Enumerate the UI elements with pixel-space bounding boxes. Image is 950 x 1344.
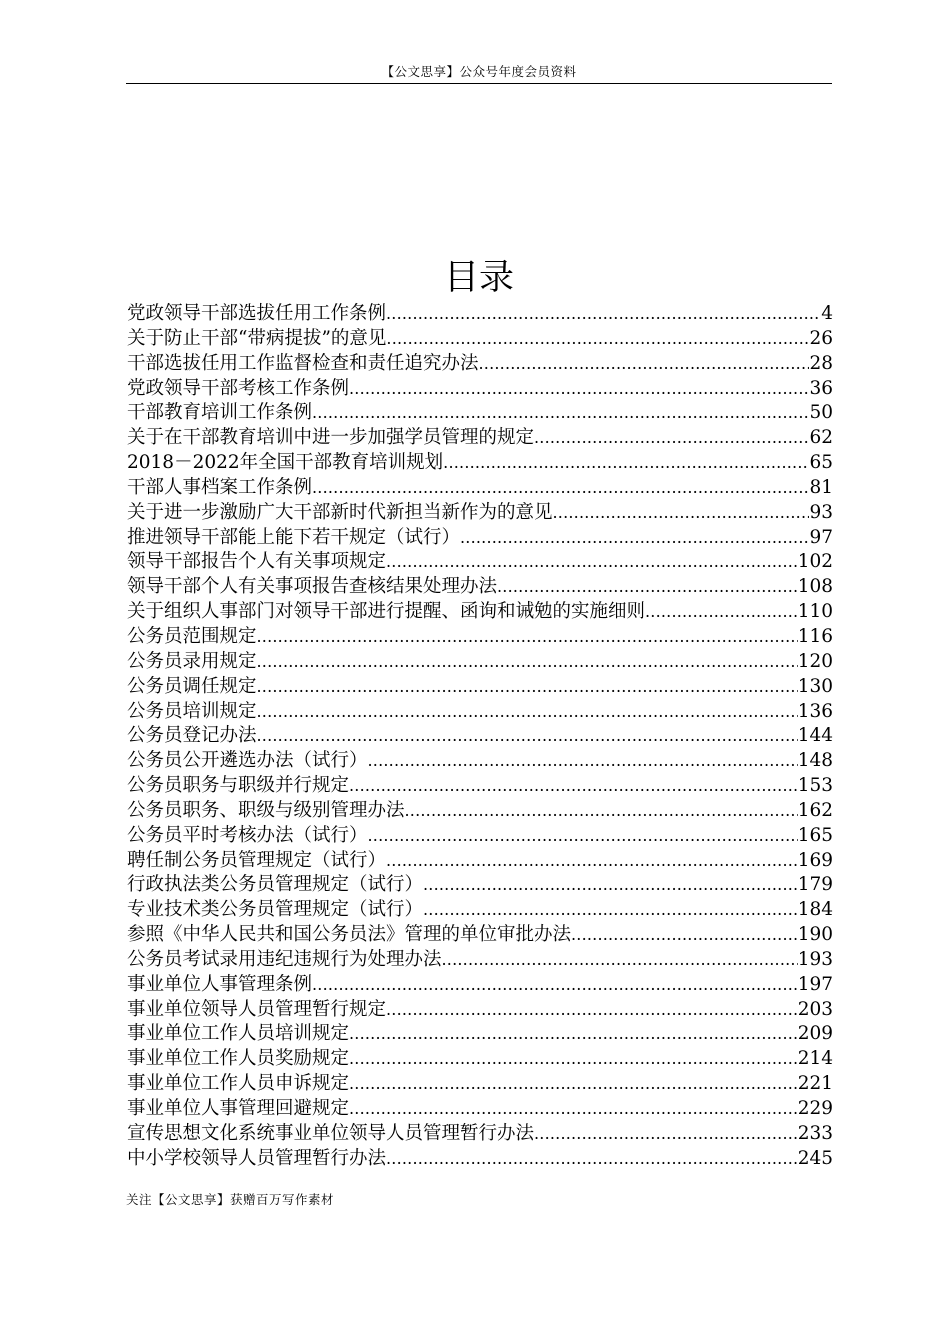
toc-entry-title: 党政领导干部考核工作条例 xyxy=(127,377,350,399)
toc-entry[interactable] xyxy=(127,700,833,725)
toc-entry-page-number: 81 xyxy=(809,476,833,498)
toc-entry[interactable] xyxy=(127,1122,833,1147)
toc-entry-page-number: 229 xyxy=(797,1098,833,1119)
toc-entry-title: 2018－2022年全国干部教育培训规划 xyxy=(127,452,444,474)
toc-entry-page-number: 190 xyxy=(797,924,833,946)
toc-entry-page-number: 130 xyxy=(797,675,833,697)
toc-entry-title: 宣传思想文化系统事业单位领导人员管理暂行办法 xyxy=(127,1122,535,1144)
toc-entry-page-number: 116 xyxy=(797,625,833,647)
toc-dot-leader xyxy=(534,426,809,451)
toc-dot-leader xyxy=(386,550,798,575)
toc-dot-leader xyxy=(257,625,798,650)
toc-dot-leader xyxy=(405,799,798,824)
toc-title: 目录 xyxy=(443,258,514,298)
toc-entry-title: 干部教育培训工作条例 xyxy=(127,402,313,424)
toc-entry[interactable] xyxy=(127,352,833,377)
toc-entry-page-number: 136 xyxy=(797,700,833,722)
toc-entry-title: 公务员公开遴选办法（试行） xyxy=(127,750,368,772)
table-of-contents xyxy=(127,302,833,1172)
toc-entry[interactable] xyxy=(127,799,833,824)
toc-entry-title: 参照《中华人民共和国公务员法》管理的单位审批办法 xyxy=(127,924,572,946)
toc-entry[interactable] xyxy=(127,426,833,451)
toc-entry-title: 党政领导干部选拔任用工作条例 xyxy=(127,303,387,324)
toc-entry-page-number: 108 xyxy=(797,576,833,598)
toc-dot-leader xyxy=(479,352,810,377)
toc-entry-title: 公务员职务、职级与级别管理办法 xyxy=(127,799,405,821)
toc-entry-title: 干部人事档案工作条例 xyxy=(127,476,313,498)
toc-entry-page-number: 148 xyxy=(797,750,833,772)
toc-entry-page-number: 65 xyxy=(809,452,833,474)
toc-entry[interactable] xyxy=(127,749,833,774)
toc-entry[interactable] xyxy=(127,1047,833,1072)
toc-entry-title: 公务员调任规定 xyxy=(127,675,257,697)
toc-entry-page-number: 209 xyxy=(797,1023,833,1045)
toc-entry-title: 行政执法类公务员管理规定（试行） xyxy=(127,874,424,896)
toc-entry-page-number: 245 xyxy=(797,1147,833,1169)
toc-dot-leader xyxy=(460,526,809,551)
toc-entry-title: 干部选拔任用工作监督检查和责任追究办法 xyxy=(127,352,479,374)
toc-dot-leader xyxy=(349,377,809,402)
toc-entry-title: 公务员录用规定 xyxy=(127,650,257,672)
toc-entry-page-number: 28 xyxy=(809,352,833,374)
toc-dot-leader xyxy=(257,724,798,749)
toc-entry-page-number: 193 xyxy=(797,948,833,970)
toc-entry-page-number: 165 xyxy=(797,824,833,846)
page-footer: 关注【公文思享】获赠百万写作素材 xyxy=(126,1192,335,1207)
toc-entry-page-number: 162 xyxy=(797,799,833,821)
toc-entry-title: 中小学校领导人员管理暂行办法 xyxy=(127,1147,387,1169)
toc-entry-title: 公务员考试录用违纪违规行为处理办法 xyxy=(127,948,442,970)
toc-entry[interactable] xyxy=(127,476,833,501)
toc-entry-page-number: 97 xyxy=(809,526,833,548)
page-header: 【公文思享】公众号年度会员资料 xyxy=(381,64,577,79)
toc-entry-title: 专业技术类公务员管理规定（试行） xyxy=(127,899,424,921)
toc-dot-leader xyxy=(257,675,798,700)
toc-entry-title: 公务员培训规定 xyxy=(127,700,257,722)
toc-entry-title: 事业单位人事管理回避规定 xyxy=(127,1098,350,1119)
toc-entry-title: 事业单位工作人员申诉规定 xyxy=(127,1073,350,1095)
toc-entry-page-number: 169 xyxy=(797,849,833,871)
toc-entry-page-number: 110 xyxy=(797,601,833,623)
toc-dot-leader xyxy=(423,898,798,923)
toc-entry-page-number: 4 xyxy=(821,303,833,324)
toc-entry[interactable] xyxy=(127,898,833,923)
toc-entry-title: 事业单位工作人员培训规定 xyxy=(127,1023,350,1045)
toc-entry-title: 事业单位领导人员管理暂行规定 xyxy=(127,998,387,1020)
toc-dot-leader xyxy=(349,1072,798,1097)
toc-dot-leader xyxy=(349,1097,798,1122)
toc-entry-page-number: 93 xyxy=(809,501,833,523)
toc-entry-title: 领导干部个人有关事项报告查核结果处理办法 xyxy=(127,576,498,598)
toc-dot-leader xyxy=(368,749,798,774)
toc-entry-page-number: 214 xyxy=(797,1048,833,1070)
toc-entry-page-number: 36 xyxy=(809,377,833,399)
toc-entry[interactable] xyxy=(127,575,833,600)
toc-entry[interactable] xyxy=(127,302,833,327)
toc-entry[interactable] xyxy=(127,600,833,625)
toc-entry[interactable] xyxy=(127,501,833,526)
toc-dot-leader xyxy=(553,501,810,526)
toc-entry-page-number: 153 xyxy=(797,775,833,797)
toc-entry[interactable] xyxy=(127,774,833,799)
toc-entry[interactable] xyxy=(127,1022,833,1047)
toc-entry[interactable] xyxy=(127,377,833,402)
toc-dot-leader xyxy=(386,1147,798,1172)
toc-entry[interactable] xyxy=(127,824,833,849)
toc-dot-leader xyxy=(571,923,798,948)
toc-entry[interactable] xyxy=(127,526,833,551)
toc-entry-title: 推进领导干部能上能下若干规定（试行） xyxy=(127,526,461,548)
toc-dot-leader xyxy=(386,849,798,874)
toc-entry-title: 公务员平时考核办法（试行） xyxy=(127,824,368,846)
toc-entry-title: 事业单位人事管理条例 xyxy=(127,973,313,995)
toc-entry[interactable] xyxy=(127,948,833,973)
toc-entry-page-number: 203 xyxy=(797,998,833,1020)
toc-entry[interactable] xyxy=(127,849,833,874)
toc-dot-leader xyxy=(645,600,798,625)
toc-entry-page-number: 50 xyxy=(809,402,833,424)
toc-dot-leader xyxy=(257,700,798,725)
toc-dot-leader xyxy=(442,948,798,973)
toc-entry-title: 事业单位工作人员奖励规定 xyxy=(127,1048,350,1070)
toc-entry[interactable] xyxy=(127,327,833,352)
toc-entry[interactable] xyxy=(127,650,833,675)
toc-dot-leader xyxy=(423,873,798,898)
toc-entry[interactable] xyxy=(127,1147,833,1172)
toc-dot-leader xyxy=(386,302,821,327)
toc-entry-page-number: 233 xyxy=(797,1122,833,1144)
toc-dot-leader xyxy=(443,451,809,476)
toc-entry-page-number: 197 xyxy=(797,973,833,995)
toc-entry-page-number: 221 xyxy=(797,1073,833,1095)
toc-dot-leader xyxy=(534,1122,798,1147)
toc-dot-leader xyxy=(349,1022,798,1047)
toc-dot-leader xyxy=(312,973,798,998)
toc-entry-page-number: 102 xyxy=(797,551,833,573)
toc-dot-leader xyxy=(312,401,809,426)
toc-entry[interactable] xyxy=(127,625,833,650)
toc-entry-title: 关于进一步激励广大干部新时代新担当新作为的意见 xyxy=(127,501,553,523)
toc-entry-page-number: 120 xyxy=(797,650,833,672)
header-divider xyxy=(126,83,832,84)
toc-entry[interactable] xyxy=(127,1072,833,1097)
toc-entry[interactable] xyxy=(127,923,833,948)
toc-entry-page-number: 179 xyxy=(797,874,833,896)
toc-entry[interactable] xyxy=(127,550,833,575)
toc-dot-leader xyxy=(312,476,809,501)
toc-dot-leader xyxy=(386,327,809,352)
toc-entry-page-number: 144 xyxy=(797,725,833,747)
toc-entry-title: 聘任制公务员管理规定（试行） xyxy=(127,849,387,871)
toc-entry[interactable] xyxy=(127,1097,833,1122)
toc-entry-title: 公务员登记办法 xyxy=(127,725,257,747)
toc-entry-title: 关于在干部教育培训中进一步加强学员管理的规定 xyxy=(127,427,535,449)
toc-dot-leader xyxy=(386,998,798,1023)
toc-entry[interactable] xyxy=(127,973,833,998)
toc-dot-leader xyxy=(349,1047,798,1072)
toc-entry-title: 关于组织人事部门对领导干部进行提醒、函询和诫勉的实施细则 xyxy=(127,601,646,623)
toc-entry-page-number: 62 xyxy=(809,427,833,449)
toc-entry[interactable] xyxy=(127,873,833,898)
toc-dot-leader xyxy=(349,774,798,799)
toc-entry[interactable] xyxy=(127,675,833,700)
toc-dot-leader xyxy=(257,650,798,675)
toc-entry-title: 公务员范围规定 xyxy=(127,625,257,647)
toc-entry-page-number: 184 xyxy=(797,899,833,921)
toc-entry[interactable] xyxy=(127,401,833,426)
toc-dot-leader xyxy=(497,575,798,600)
toc-entry[interactable] xyxy=(127,724,833,749)
toc-entry[interactable] xyxy=(127,998,833,1023)
toc-entry-title: 关于防止干部“带病提拔”的意见 xyxy=(127,327,387,349)
toc-dot-leader xyxy=(368,824,798,849)
toc-entry-title: 领导干部报告个人有关事项规定 xyxy=(127,551,387,573)
toc-entry[interactable] xyxy=(127,451,833,476)
toc-entry-page-number: 26 xyxy=(809,327,833,349)
toc-entry-title: 公务员职务与职级并行规定 xyxy=(127,775,350,797)
